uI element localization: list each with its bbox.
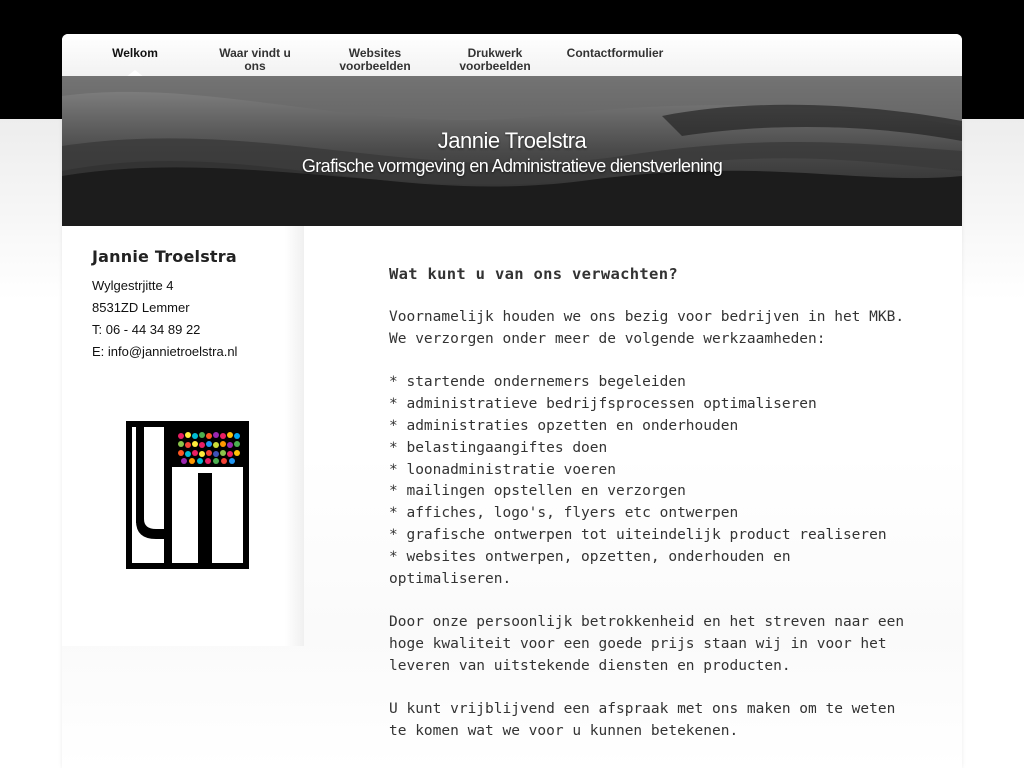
content-heading: Wat kunt u van ons verwachten? — [389, 265, 678, 283]
nav-label-line1: Websites — [348, 46, 402, 60]
nav-label-line2: voorbeelden — [459, 59, 531, 73]
sidebar-phone: T: 06 - 44 34 89 22 — [92, 322, 201, 337]
service-item: * belastingaangiftes doen — [389, 439, 608, 456]
intro-paragraph — [389, 307, 909, 351]
banner-title: Jannie Troelstra — [437, 128, 587, 153]
nav-label-line2: voorbeelden — [339, 59, 411, 73]
nav-item-drukwerk-voorbeelden[interactable] — [435, 34, 555, 76]
service-item: * administratieve bedrijfsprocessen optimaliseren — [389, 396, 817, 413]
service-item: * startende ondernemers begeleiden — [389, 374, 686, 391]
service-item: * grafische ontwerpen tot uiteindelijk product realiseren — [389, 526, 887, 543]
sidebar-street: Wylgestrjitte 4 — [92, 278, 174, 293]
header-banner — [62, 76, 962, 226]
sidebar-address-block — [92, 275, 237, 363]
intro-line-1: Voornamelijk houden we ons bezig voor bedrijven in het MKB. — [389, 309, 905, 325]
nav-item-waar-vindt-u-ons[interactable] — [195, 34, 315, 76]
quality-paragraph: Door onze persoonlijk betrokkenheid en het streven naar een hoge kwaliteit voor een goede prijs staan wij in voor het leveren van uitstekende diensten en producten. — [389, 614, 905, 674]
banner-subtitle: Grafische vormgeving en Administratieve dienstverlening — [301, 156, 723, 176]
nav-item-websites-voorbeelden[interactable] — [315, 34, 435, 76]
main-content — [389, 264, 909, 765]
nav-label-line2: ons — [244, 59, 266, 73]
jt-logo-icon — [126, 421, 249, 574]
nav-label-line1: Contactformulier — [566, 46, 664, 60]
appointment-paragraph: U kunt vrijblijvend een afspraak met ons maken om te weten te komen wat we voor u kunnen betekenen. — [389, 701, 896, 740]
nav-label-line1: Waar vindt u — [219, 46, 291, 60]
nav-label-line1: Welkom — [112, 46, 158, 60]
sidebar-contact — [62, 226, 304, 646]
nav-item-contactformulier[interactable] — [555, 34, 675, 76]
sidebar-company-name: Jannie Troelstra — [92, 247, 237, 266]
service-item: * websites ontwerpen, opzetten, onderhouden en optimaliseren. — [389, 548, 791, 587]
service-item: * administraties opzetten en onderhouden — [389, 417, 739, 434]
nav-item-welkom[interactable] — [75, 34, 195, 76]
service-item: * loonadministratie voeren — [389, 461, 616, 478]
intro-line-2: We verzorgen onder meer de volgende werkzaamheden: — [389, 330, 826, 347]
service-item: * mailingen opstellen en verzorgen — [389, 483, 686, 500]
main-navigation — [62, 34, 962, 76]
sidebar-email[interactable]: E: info@jannietroelstra.nl — [92, 344, 238, 359]
services-list — [389, 372, 909, 590]
page-container — [62, 34, 962, 768]
sidebar-postal: 8531ZD Lemmer — [92, 300, 190, 315]
nav-label-line1: Drukwerk — [467, 46, 523, 60]
service-item: * affiches, logo's, flyers etc ontwerpen — [389, 505, 739, 522]
